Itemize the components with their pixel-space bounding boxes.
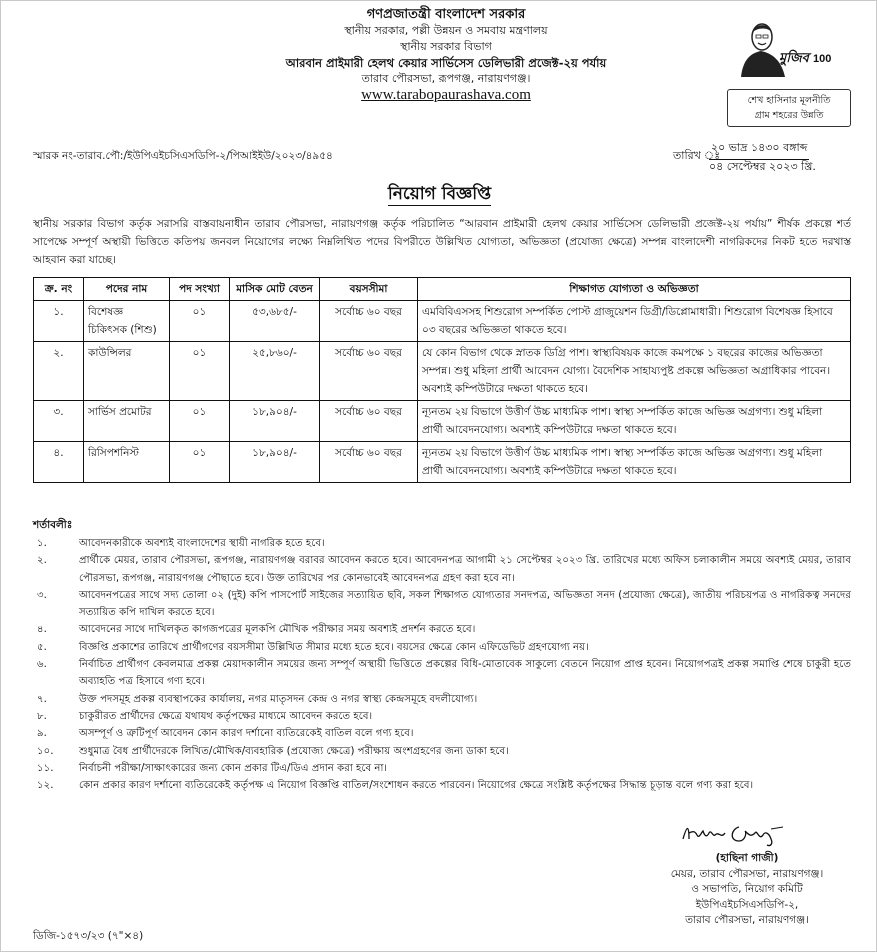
cell-post: সার্ভিস প্রমোটর <box>84 401 170 442</box>
col-header-post: পদের নাম <box>84 278 170 301</box>
cell-salary: ১৮,৯০৪/- <box>230 401 320 442</box>
govt-name: গণপ্রজাতন্ত্রী বাংলাদেশ সরকার <box>366 7 526 22</box>
handwritten-signature <box>679 819 799 847</box>
cell-qualification: ন্যূনতম ২য় বিভাগে উত্তীর্ণ উচ্চ মাধ্যমিক পাশ। স্বাস্থ্য সম্পর্কিত কাজে অভিজ্ঞ অগ্রগণ্য। শুধু মহিলা প্রার্থী আবেদনযোগ্য। অবশ্যই কম্পিউটারে দক্ষতা থাকতে হবে। <box>418 442 851 483</box>
project-name: আরবান প্রাইমারী হেলথ কেয়ার সার্ভিসেস ডেলিভারী প্রজেক্ট-২য় পর্যায় <box>285 56 607 70</box>
term-number: ৫. <box>37 641 47 653</box>
date-bangla: ২০ ভাদ্র ১৪৩০ বঙ্গাব্দ <box>709 139 809 160</box>
term-number: ৭. <box>37 693 47 705</box>
dg-code: ডিজি-১৫৭৩/২৩ (৭"×৪) <box>33 930 144 942</box>
cell-post: বিশেষজ্ঞ চিকিৎসক (শিশু) <box>84 301 170 342</box>
term-text: অসম্পূর্ণ ও ত্রুটিপূর্ণ আবেদন কোন কারণ দর্শানো ব্যতিরেকেই বাতিল বলে গণ্য হবে। <box>79 728 414 740</box>
list-item <box>33 691 851 708</box>
list-item <box>33 639 851 656</box>
cell-age: সর্বোচ্চ ৬০ বছর <box>320 301 418 342</box>
cell-qualification: এমবিবিএসসহ শিশুরোগ সম্পর্কিত পোস্ট গ্রাজুয়েশন ডিগ্রী/ডিপ্লোমাধারী। শিশুরোগ বিশেষজ্ঞ হিসাবে ০৩ বছরের অভিজ্ঞতা থাকতে হবে। <box>418 301 851 342</box>
cell-salary: ২৫,৮৬০/- <box>230 342 320 401</box>
cell-count: ০১ <box>170 442 230 483</box>
table-row <box>34 342 851 401</box>
term-number: ৪. <box>37 624 47 636</box>
cell-qualification: যে কোন বিভাগ থেকে স্নাতক ডিগ্রি পাশ। স্বাস্থ্যবিষয়ক কাজে কমপক্ষে ১ বছরের কাজের অভিজ্ঞতা সম্পন্ন। শুধু মহিলা প্রার্থী আবেদন যোগ্য। বৈদেশিক সাহায্যপুষ্ট প্রকল্পে অভিজ্ঞতা অগ্রাধিকার পাবেন। অবশ্যই কম্পিউটারে দক্ষতা থাকতে হবে। <box>418 342 851 401</box>
list-item <box>33 656 851 691</box>
col-header-qualification: শিক্ষাগত যোগ্যতা ও অভিজ্ঞতা <box>418 278 851 301</box>
cell-sl: ৪. <box>34 442 84 483</box>
cell-count: ০১ <box>170 401 230 442</box>
cell-sl: ৩. <box>34 401 84 442</box>
list-item <box>33 587 851 622</box>
website-link[interactable]: www.tarabopaurashava.com <box>361 87 531 103</box>
division-name: স্থানীয় সরকার বিভাগ <box>400 40 492 53</box>
list-item <box>33 777 851 794</box>
letterhead <box>181 7 711 103</box>
ministry-name: স্থানীয় সরকার, পল্লী উন্নয়ন ও সমবায় মন্ত্রণালয় <box>344 24 548 37</box>
table-row <box>34 401 851 442</box>
terms-heading: শর্তাবলীঃ <box>33 519 73 531</box>
list-item <box>33 725 851 742</box>
cell-qualification: ন্যূনতম ২য় বিভাগে উত্তীর্ণ উচ্চ মাধ্যমিক পাশ। স্বাস্থ্য সম্পর্কিত কাজে অভিজ্ঞ অগ্রগণ্য। শুধু মহিলা প্রার্থী আবেদনযোগ্য। অবশ্যই কম্পিউটারে দক্ষতা থাকতে হবে। <box>418 401 851 442</box>
term-number: ১২. <box>37 780 54 792</box>
intro-paragraph: স্থানীয় সরকার বিভাগ কর্তৃক সরাসরি বাস্তবায়নাধীন তারাব পৌরসভা, নারায়ণগঞ্জ কর্তৃক পরিচালিত “আরবান প্রাইমারী হেলথ কেয়ার সার্ভিসেস ডেলিভারী প্রজেক্ট-২য় পর্যায়” শীর্ষক প্রকল্পে শর্ত সাপেক্ষে সম্পূর্ণ অস্থায়ী ভিত্তিতে কতিপয় জনবল নিয়োগের লক্ষ্যে নিম্নলিখিত পদের বিপরীতে উল্লিখিত যোগ্যতা, অভিজ্ঞতা (প্রযোজ্য ক্ষেত্রে) সম্পন্ন বাংলাদেশী নাগরিকদের নিকট হতে দরখাস্ত আহবান করা যাচ্ছে। <box>33 218 851 266</box>
logo-brand-text: মুজিব <box>779 51 809 66</box>
term-number: ১১. <box>37 762 54 774</box>
cell-age: সর্বোচ্চ ৬০ বছর <box>320 401 418 442</box>
notice-title: নিয়োগ বিজ্ঞপ্তি <box>387 184 492 204</box>
term-text: শুধুমাত্র বৈধ প্রার্থীদেরকে লিখিত/মৌখিক/ব্যবহারিক (প্রযোজ্য ক্ষেত্রে) পরীক্ষায় অংশগ্রহণের জন্য ডাকা হবে। <box>79 745 509 757</box>
signatory-title-3: ইউপিএইচসিএসডিপি-২, <box>695 898 799 911</box>
date-label: তারিখ ঃ <box>673 149 721 162</box>
mujib-100-logo <box>721 19 853 137</box>
table-header-row <box>34 278 851 301</box>
logo-caption-line2: গ্রাম শহরের উন্নতি <box>754 110 824 121</box>
term-text: কোন প্রকার কারণ দর্শানো ব্যতিরেকেই কর্তৃপক্ষ এ নিয়োগ বিজ্ঞপ্তি বাতিল/সংশোধন করতে পারবেন। নিয়োগের ক্ষেত্রে সংশ্লিষ্ট কর্তৃপক্ষের সিদ্ধান্ত চূড়ান্ত বলে গণ্য করা হবে। <box>79 780 754 792</box>
cell-sl: ১. <box>34 301 84 342</box>
col-header-count: পদ সংখ্যা <box>170 278 230 301</box>
terms-list <box>33 535 851 794</box>
col-header-age: বয়সসীমা <box>320 278 418 301</box>
term-text: প্রার্থীকে মেয়র, তারাব পৌরসভা, রূপগঞ্জ, নারায়ণগঞ্জ বরাবর আবেদন করতে হবে। আবেদনপত্র আগামী ২১ সেপ্টেম্বর ২০২৩ খ্রি. তারিখের মধ্যে অফিস চলাকালীন সময়ে অবশ্যই মেয়র, তারাব পৌরসভা, রূপগঞ্জ, নারায়ণগঞ্জ পৌছাতে হবে। উক্ত তারিখের পর কোনভাবেই আবেদনপত্র গ্রহণ করা হবে না। <box>79 555 851 584</box>
cell-age: সর্বোচ্চ ৬০ বছর <box>320 342 418 401</box>
memo-number: স্মারক নং-তারাব.পৌ:/ইউপিএইচসিএসডিপি-২/পিআইইউ/২০২৩/৪৯৫৪ <box>33 150 333 162</box>
list-item <box>33 552 851 587</box>
cell-post: কাউন্সিলর <box>84 342 170 401</box>
signatory-title-2: ও সভাপতি, নিয়োগ কমিটি <box>691 883 803 895</box>
term-number: ৬. <box>37 659 47 671</box>
list-item <box>33 760 851 777</box>
logo-caption <box>727 89 851 127</box>
term-text: নির্বাচিত প্রার্থীগণ কেবলমাত্র প্রকল্প মেয়াদকালীন সময়ের জন্য সম্পূর্ণ অস্থায়ী ভিত্তিতে প্রকল্পের বিধি-মোতাবেক সাকুল্যে বেতনে নিয়োগ প্রাপ্ত হবেন। নিয়োগপত্রই প্রকল্প সমাপ্তি শেষে চাকুরী হতে অব্যাহতি পত্র হিসাবে গণ্য হবে। <box>79 659 851 688</box>
term-number: ৮. <box>37 710 47 722</box>
office-address: তারাব পৌরসভা, রূপগঞ্জ, নারায়ণগঞ্জ। <box>361 72 531 85</box>
signature-block <box>641 851 853 929</box>
logo-hundred: 100 <box>813 53 832 65</box>
list-item <box>33 535 851 552</box>
col-header-salary: মাসিক মোট বেতন <box>230 278 320 301</box>
term-number: ৯. <box>37 728 47 740</box>
table-row <box>34 301 851 342</box>
term-text: আবেদনের সাথে দাখিলকৃত কাগজপত্রের মূলকপি মৌখিক পরীক্ষার সময় অবশ্যই প্রদর্শন করতে হবে। <box>79 624 476 636</box>
signatory-title-1: মেয়র, তারাব পৌরসভা, নারায়ণগঞ্জ। <box>670 867 824 880</box>
notice-title-wrap <box>1 181 877 209</box>
list-item <box>33 621 851 638</box>
table-row <box>34 442 851 483</box>
term-text: আবেদনপত্রের সাথে সদ্য তোলা ০২ (দুই) কপি পাসপোর্ট সাইজের সত্যায়িত ছবি, সকল শিক্ষাগত যোগ্যতার সনদপত্র, অভিজ্ঞতা সনদ (প্রযোজ্য ক্ষেত্রে), জাতীয় পরিচয়পত্র ও নাগরিকত্ব সনদের সত্যায়িত কপি দাখিল করতে হবে। <box>79 589 851 619</box>
cell-salary: ১৮,৯০৪/- <box>230 442 320 483</box>
term-number: ১. <box>37 538 47 549</box>
cell-count: ০১ <box>170 301 230 342</box>
term-number: ৩. <box>37 589 47 601</box>
term-text: উক্ত পদসমূহ প্রকল্প ব্যবস্থাপকের কার্যালয়, নগর মাতৃসদন কেন্দ্র ও নগর স্বাস্থ্য কেন্দ্রসমূহে বদলীযোগ্য। <box>79 693 478 705</box>
cell-post: রিসিপশনিস্ট <box>84 442 170 483</box>
list-item <box>33 743 851 760</box>
logo-caption-line1: শেখ হাসিনার মূলনীতি <box>747 95 831 106</box>
term-text: চাকুরীরত প্রার্থীদের ক্ষেত্রে যথাযথ কর্তৃপক্ষের মাধ্যমে আবেদন করতে হবে। <box>79 710 373 722</box>
cell-age: সর্বোচ্চ ৬০ বছর <box>320 442 418 483</box>
term-text: আবেদনকারীকে অবশ্যই বাংলাদেশের স্থায়ী নাগরিক হতে হবে। <box>79 538 325 549</box>
cell-count: ০১ <box>170 342 230 401</box>
cell-salary: ৫৩,৬৮৫/- <box>230 301 320 342</box>
term-text: বিজ্ঞপ্তি প্রকাশের তারিখে প্রার্থীগণের বয়সসীমা উল্লিখিত সীমার মধ্যে হতে হবে। বয়সের ক্ষেত্রে কোন এফিডেভিট গ্রহণযোগ্য নয়। <box>79 641 589 653</box>
signatory-title-4: তারাব পৌরসভা, নারায়ণগঞ্জ। <box>685 914 809 926</box>
list-item <box>33 708 851 725</box>
col-header-sl: ক্র. নং <box>34 278 84 301</box>
signatory-name: (হাছিনা গাজী) <box>715 852 779 864</box>
term-number: ১০. <box>37 745 54 757</box>
posts-table <box>33 277 851 483</box>
term-number: ২. <box>37 555 47 567</box>
cell-sl: ২. <box>34 342 84 401</box>
term-text: নির্বাচনী পরীক্ষা/সাক্ষাৎকারের জন্য কোন প্রকার টিএ/ডিএ প্রদান করা হবে না। <box>79 762 388 774</box>
date-english: ০৪ সেপ্টেম্বর ২০২৩ খ্রি. <box>709 160 816 173</box>
